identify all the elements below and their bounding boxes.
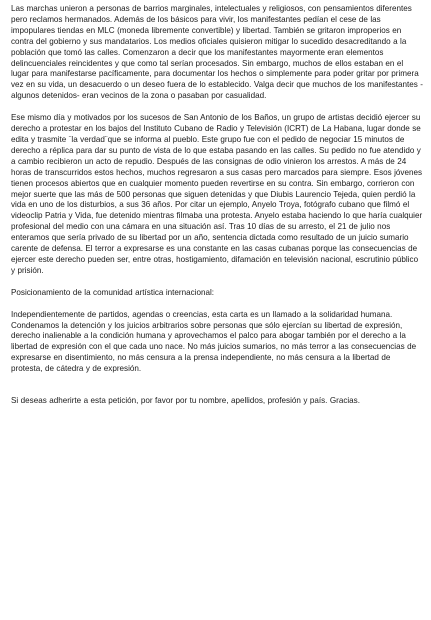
section-heading-posicionamiento: Posicionamiento de la comunidad artística internacional:: [11, 287, 215, 297]
paragraph-icrt-protesta: Ese mismo día y motivados por los sucesos de San Antonio de los Baños, un grupo de artistas decidió ejercer su derecho a protestar en los bajos del Instituto Cubano de Radio y Televisión (ICRT) de La Habana, lugar donde se edita y trasmite ¨la verdad¨que se informa al pueblo. Este grupo fue con el pedido de negociar 15 minutos de derecho a réplica para dar su punto de vista de lo que estaba pasando en las calles. Su pedido no fue atendido y a cambio recibieron un acto de repudio. Después de las consignas de odio vinieron los arrestos. A más de 24 horas de transcurridos estos hechos, muchos regresaron a sus casas pero marcados para siempre. Esos jóvenes tienen procesos abiertos que en cualquier momento pueden revertirse en su contra. Sin embargo, corrieron con mejor suerte que las más de 500 personas que siguen detenidas y que Diubis Laurencio Tejeda, quien perdió la vida en uno de los disturbios, a sus 36 años. Por citar un ejemplo, Anyelo Troya, fotógrafo cubano que filmó el videoclip Patria y Vida, fue detenido mientras filmaba una protesta. Anyelo estaba haciendo lo que haría cualquier profesional del medio con una cámara en una situación así. Tras 10 días de su arresto, el 21 de julio nos enteramos que sería privado de su libertad por un año, sentencia dictada como resultado de un juicio sumario carente de defensa. El terror a expresarse es una constante en las casas cubanas porque las consecuencias de ejercer este derecho pueden ser, entre otras, hostigamiento, difamación en televisión nacional, escrutinio público y prisión.: [11, 113, 423, 275]
paragraph-marchas: Las marchas unieron a personas de barrios marginales, intelectuales y religiosos, con pensamientos diferentes pero reclamos hermanados. Además de los básicos para vivir, los manifestantes pedían el cese de las impopulares tiendas en MLC (moneda libremente convertible) y libertad. También se gritaron improperios en contra del gobierno y sus mandatarios. Los medios oficiales quisieron mitigar lo sucedido desacreditando a la población que tomó las calles. Comenzaron a decir que los manifestantes mayormente eran elementos delincuenciales reincidentes y que como tal serían procesados. Sin embargo, muchos de ellos estaban en el lugar para manifestarse pacíficamente, para documentar los hechos o simplemente para poder gritar por primera vez en su vida, un desacuerdo o un deseo fuera de lo establecido. Valga decir que muchos de los manifestantes -algunos detenidos- eran vecinos de la zona o pasaban por casualidad.: [11, 4, 423, 101]
paragraph-solidaridad: Independientemente de partidos, agendas o creencias, esta carta es un llamado a la solidaridad humana.: [11, 309, 393, 319]
paragraph-adherirte: Si deseas adherirte a esta petición, por favor por tu nombre, apellidos, profesión y país. Gracias.: [11, 396, 360, 406]
paragraph-condenamos: Condenamos la detención y los juicios arbitrarios sobre personas que sólo ejercían su libertad de expresión, derecho inalienable a la condición humana y aprovechamos el palco para abogar también por el derecho a la libertad de expresión con el que cada uno nace. No más juicios sumarios, no más terror a las consecuencias de expresarse en disentimiento, no más censura a la prensa independiente, no más censura a la libertad de protesta, de cátedra y de expresión.: [11, 320, 417, 374]
